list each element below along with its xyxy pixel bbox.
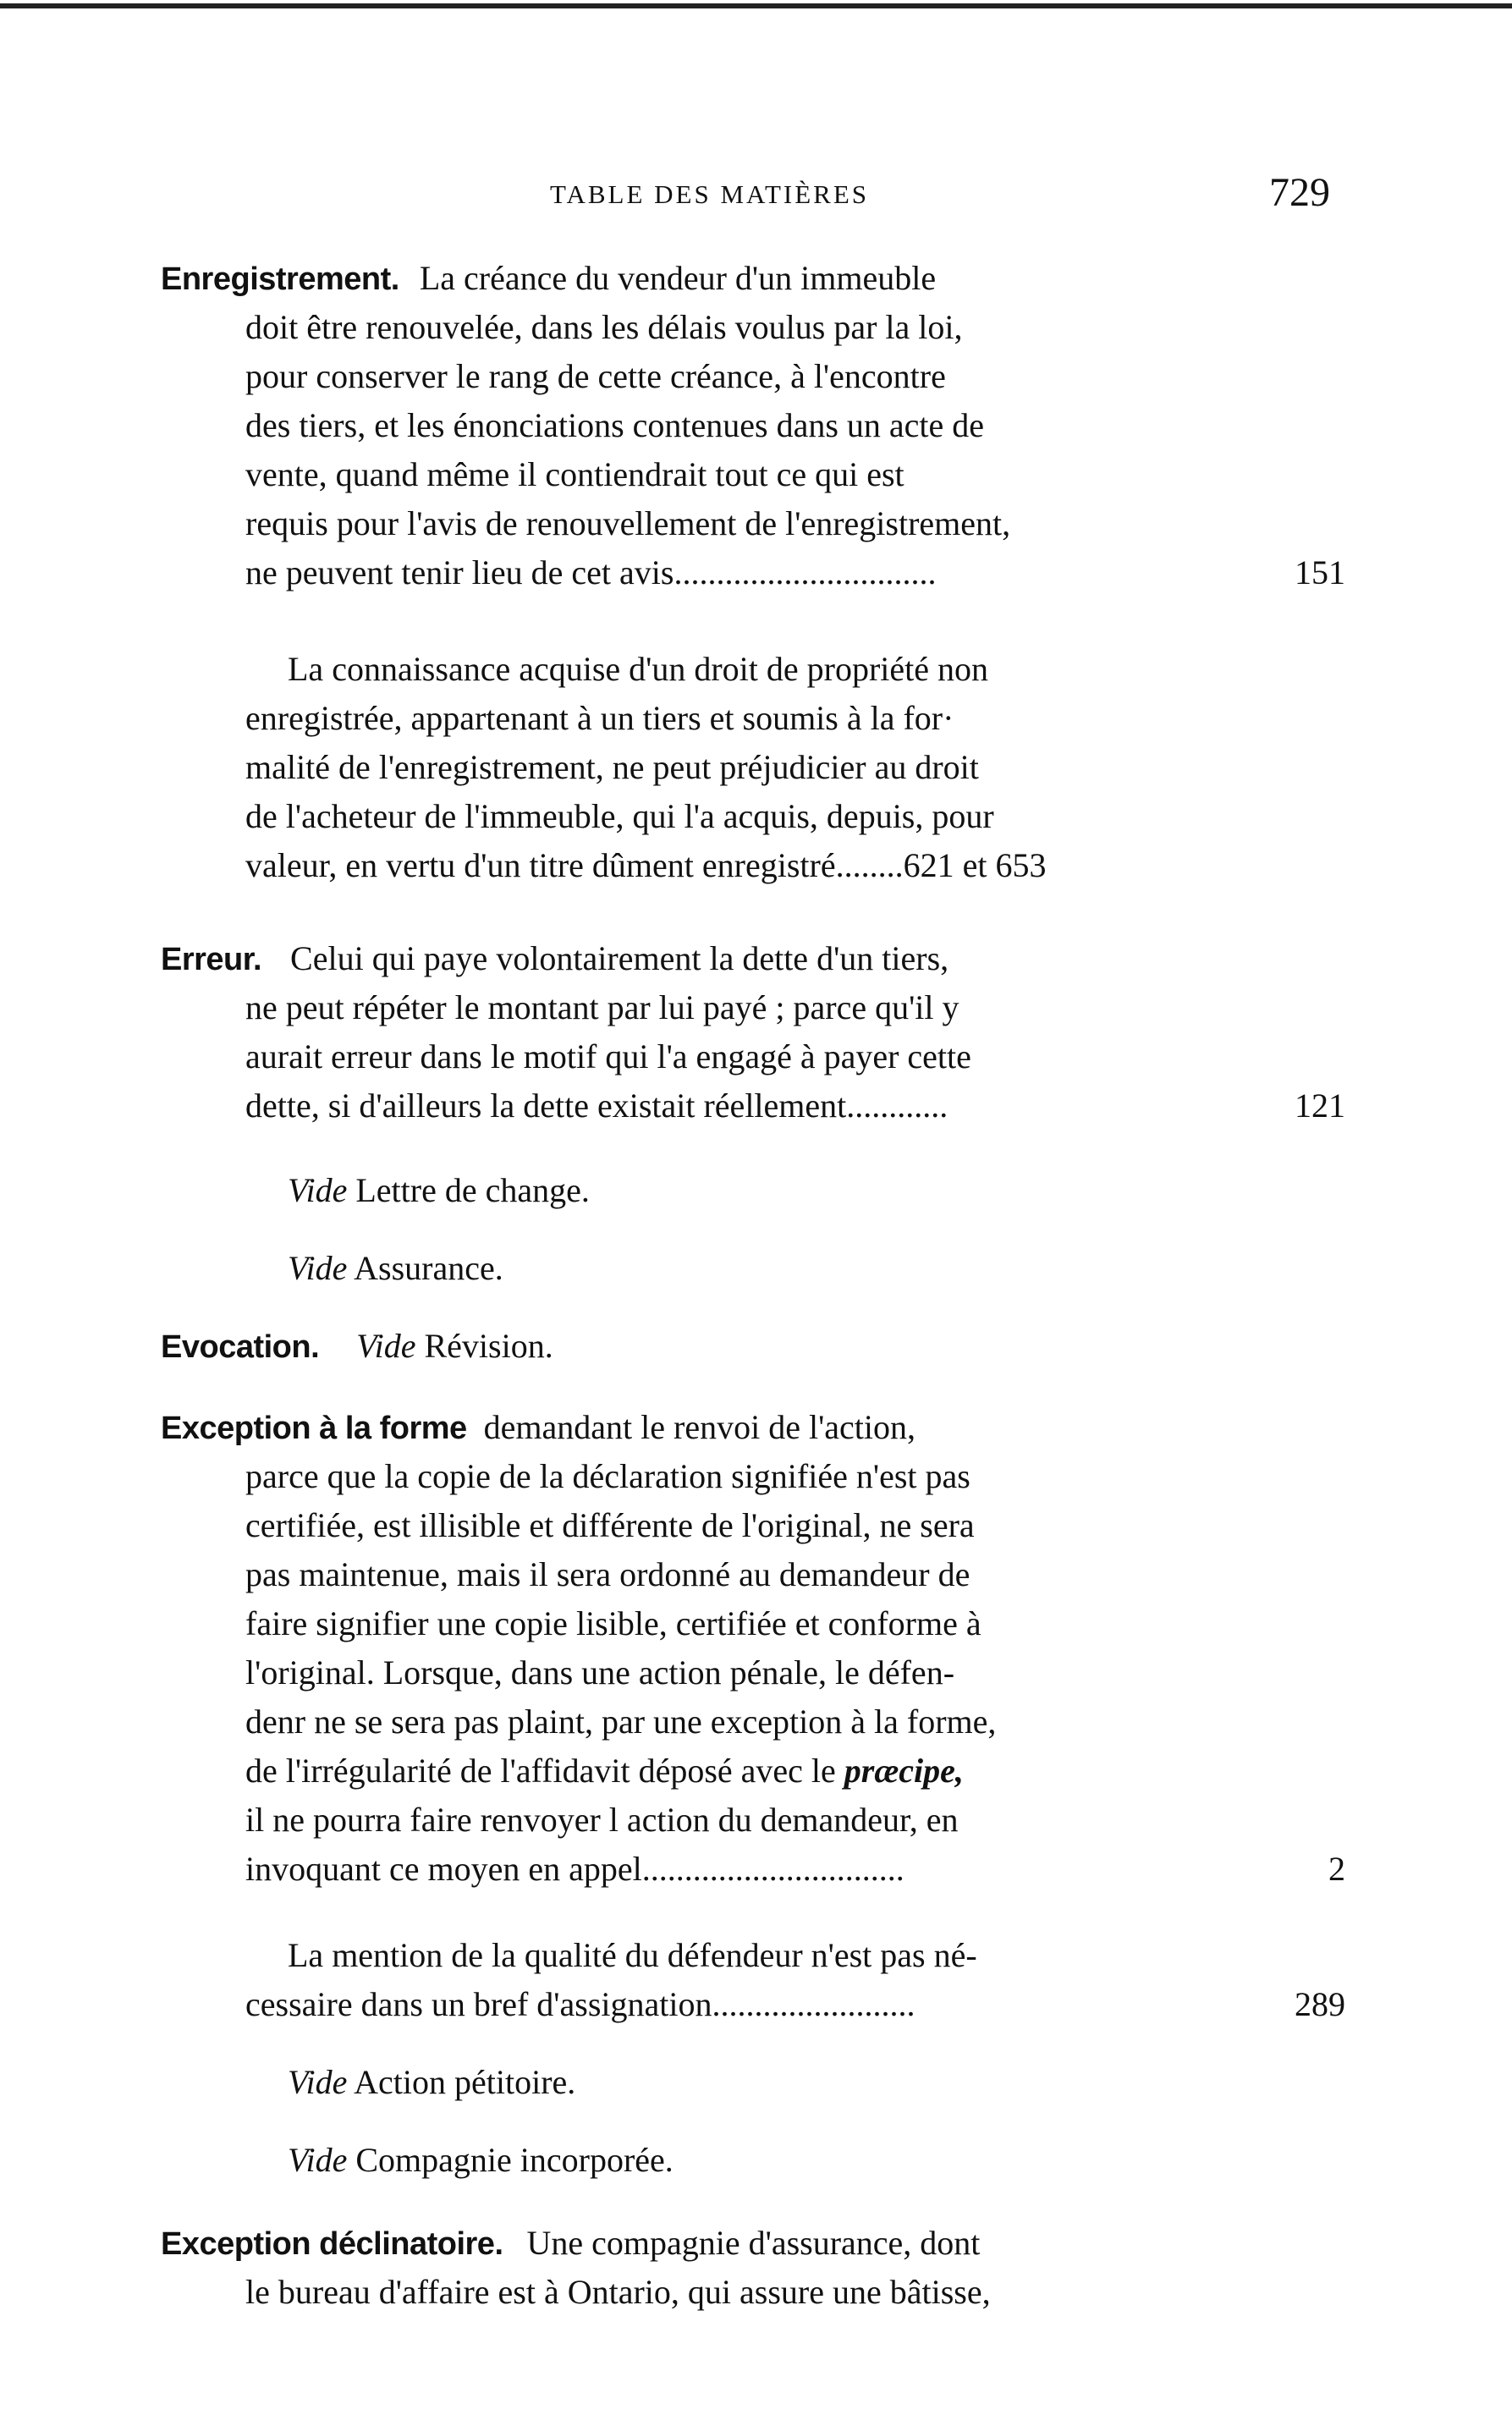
index-entry-evocation (161, 1322, 1345, 1371)
headword: Exception à la forme (161, 1411, 467, 1446)
headword: Erreur. (161, 942, 262, 977)
headword: Evocation. (161, 1329, 320, 1365)
crossref-target: Assurance. (354, 1249, 503, 1287)
index-crossref (161, 1244, 1345, 1293)
entry-text: demandant le renvoi de l'action, (483, 1408, 916, 1446)
page-number: 729 (1269, 170, 1330, 215)
entry-text: La créance du vendeur d'un immeuble (419, 259, 937, 297)
index-crossref (161, 2058, 1345, 2107)
entry-text: de l'irrégularité de l'affidavit déposé avec le (245, 1752, 844, 1790)
index-entry-exception-declinatoire (161, 2219, 1345, 2317)
entry-text: valeur, en vertu d'un titre dûment enregistré........621 et 653 (245, 846, 1047, 884)
entry-text: denr ne se sera pas plaint, par une exception à la forme, (245, 1703, 997, 1741)
italic-term: præcipe, (844, 1752, 964, 1790)
vide-label: Vide (288, 2141, 348, 2179)
entry-text: Celui qui paye volontairement la dette d'un tiers, (290, 939, 949, 977)
entry-text: dette, si d'ailleurs la dette existait réellement............ (245, 1086, 948, 1125)
vide-label: Vide (288, 1171, 348, 1209)
crossref-target: Action pétitoire. (354, 2063, 576, 2101)
crossref-target: Révision. (424, 1327, 553, 1365)
entry-text: le bureau d'affaire est à Ontario, qui assure une bâtisse, (245, 2273, 991, 2311)
entry-text: La connaissance acquise d'un droit de propriété non (288, 650, 989, 688)
entry-text: pour conserver le rang de cette créance, à l'encontre (245, 357, 946, 395)
entry-text: de l'acheteur de l'immeuble, qui l'a acquis, depuis, pour (245, 797, 994, 835)
entry-text: des tiers, et les énonciations contenues dans un acte de (245, 406, 985, 444)
crossref-target: Lettre de change. (355, 1171, 590, 1209)
entry-text: requis pour l'avis de renouvellement de l'enregistrement, (245, 504, 1011, 542)
page-reference: 289 (1295, 1985, 1345, 2023)
entry-text: La mention de la qualité du défendeur n'est pas né- (288, 1936, 977, 1974)
running-head: TABLE DES MATIÈRES (550, 179, 870, 209)
entry-text: l'original. Lorsque, dans une action pénale, le défen- (245, 1653, 955, 1692)
crossref-target: Compagnie incorporée. (355, 2141, 674, 2179)
headword: Exception déclinatoire. (161, 2226, 503, 2262)
entry-text: doit être renouvelée, dans les délais voulus par la loi, (245, 308, 963, 346)
entry-text: enregistrée, appartenant à un tiers et soumis à la for· (245, 699, 954, 737)
page-reference: 121 (1295, 1086, 1345, 1125)
index-subentry-mention (161, 1931, 1345, 2029)
vide-label: Vide (356, 1327, 416, 1365)
page-reference: 2 (1328, 1850, 1345, 1888)
entry-text: il ne pourra faire renvoyer l action du demandeur, en (245, 1801, 959, 1839)
entry-text: vente, quand même il contiendrait tout ce qui est (245, 455, 904, 493)
entry-text: ne peuvent tenir lieu de cet avis............................... (245, 553, 937, 591)
entry-text: faire signifier une copie lisible, certifiée et conforme à (245, 1604, 981, 1642)
index-entry-exception-forme (161, 1403, 1345, 1894)
entry-text: cessaire dans un bref d'assignation........................ (245, 1985, 915, 2023)
index-crossref (161, 1166, 1345, 1215)
index-subentry-connaissance (161, 645, 1345, 890)
entry-text: Une compagnie d'assurance, dont (526, 2224, 981, 2262)
entry-text: ne peut répéter le montant par lui payé ; parce qu'il y (245, 988, 959, 1026)
entry-text: pas maintenue, mais il sera ordonné au demandeur de (245, 1555, 970, 1593)
headword: Enregistrement. (161, 261, 399, 297)
index-entry-enregistrement (161, 254, 1345, 597)
entry-text: aurait erreur dans le motif qui l'a engagé à payer cette (245, 1037, 971, 1075)
entry-text: malité de l'enregistrement, ne peut préjudicier au droit (245, 748, 979, 786)
index-entry-erreur (161, 934, 1345, 1130)
vide-label: Vide (288, 2063, 348, 2101)
vide-label: Vide (288, 1249, 348, 1287)
index-crossref (161, 2136, 1345, 2185)
entry-text: parce que la copie de la déclaration signifiée n'est pas (245, 1457, 970, 1495)
entry-text: invoquant ce moyen en appel............................... (245, 1850, 904, 1888)
page-reference: 151 (1295, 553, 1345, 591)
entry-text: certifiée, est illisible et différente de l'original, ne sera (245, 1506, 975, 1544)
